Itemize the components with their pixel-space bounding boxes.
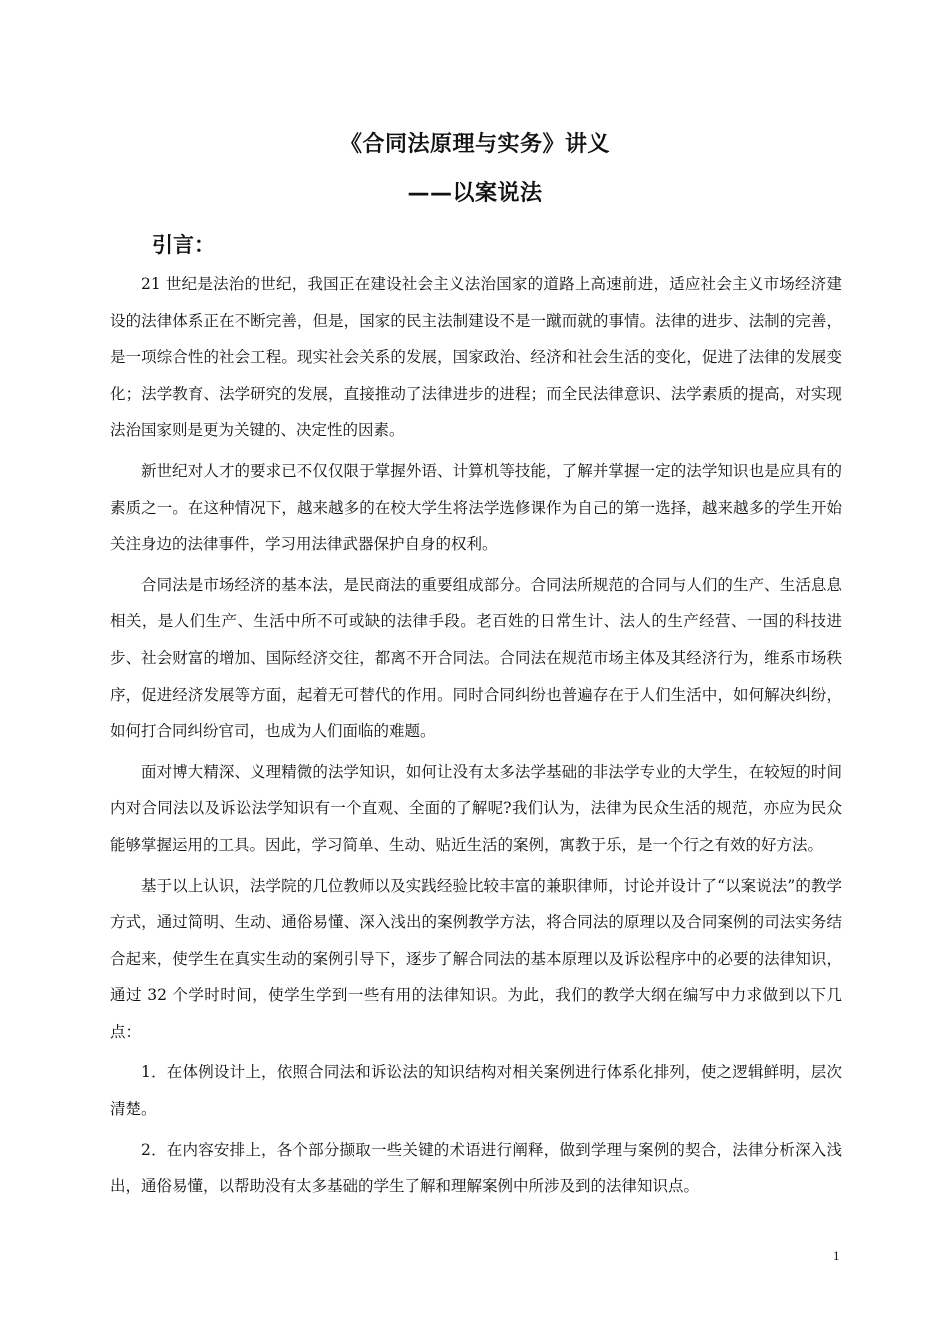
document-title: 《合同法原理与实务》讲义: [339, 132, 610, 157]
list-item: 1．在体例设计上，依照合同法和诉讼法的知识结构对相关案例进行体系化排列，使之逻辑鲜明，层次清楚。: [110, 1063, 842, 1119]
paragraph: 新世纪对人才的要求已不仅仅限于掌握外语、计算机等技能，了解并掌握一定的法学知识也是应具有的素质之一。在这种情况下，越来越多的在校大学生将法学选修课作为自己的第一选择，越来越多的学生开始关注身边的法律事件，学习用法律武器保护自身的权利。: [110, 461, 842, 554]
paragraph: 合同法是市场经济的基本法，是民商法的重要组成部分。合同法所规范的合同与人们的生产、生活息息相关，是人们生产、生活中所不可或缺的法律手段。老百姓的日常生计、法人的生产经营、一国的科技进步、社会财富的增加、国际经济交往，都离不开合同法。合同法在规范市场主体及其经济行为，维系市场秩序，促进经济发展等方面，起着无可替代的作用。同时合同纠纷也普遍存在于人们生活中，如何解决纠纷，如何打合同纠纷官司，也成为人们面临的难题。: [110, 575, 842, 741]
paragraph: 面对博大精深、义理精微的法学知识，如何让没有太多法学基础的非法学专业的大学生，在较短的时间内对合同法以及诉讼法学知识有一个直观、全面的了解呢?我们认为，法律为民众生活的规范，亦应为民众能够掌握运用的工具。因此，学习简单、生动、贴近生活的案例，寓教于乐，是一个行之有效的好方法。: [110, 762, 842, 854]
body-text: [110, 266, 842, 1209]
paragraph: 21 世纪是法治的世纪，我国正在建设社会主义法治国家的道路上高速前进，适应社会主义市场经济建设的法律体系正在不断完善，但是，国家的民主法制建设不是一蹴而就的事情。法律的进步、法制的完善，是一项综合性的社会工程。现实社会关系的发展，国家政治、经济和社会生活的变化，促进了法律的发展变化；法学教育、法学研究的发展，直接推动了法律进步的进程；而全民法律意识、法学素质的提高，对实现法治国家则是更为关键的、决定性的因素。: [110, 275, 842, 440]
list-item: 2．在内容安排上，各个部分撷取一些关键的术语进行阐释，做到学理与案例的契合，法律分析深入浅出，通俗易懂，以帮助没有太多基础的学生了解和理解案例中所涉及到的法律知识点。: [110, 1140, 842, 1196]
page-number: 1: [833, 1248, 840, 1263]
paragraph: 基于以上认识，法学院的几位教师以及实践经验比较丰富的兼职律师，讨论并设计了“以案说法”的教学方式，通过简明、生动、通俗易懂、深入浅出的案例教学方法，将合同法的原理以及合同案例的司法实务结合起来，使学生在真实生动的案例引导下，逐步了解合同法的基本原理以及诉讼程序中的必要的法律知识，通过 32 个学时时间，使学生学到一些有用的法律知识。为此，我们的教学大纲在编写中力求做到以下几点：: [110, 876, 842, 1041]
document-subtitle: ——以案说法: [407, 181, 543, 206]
section-heading: 引言：: [152, 233, 215, 257]
